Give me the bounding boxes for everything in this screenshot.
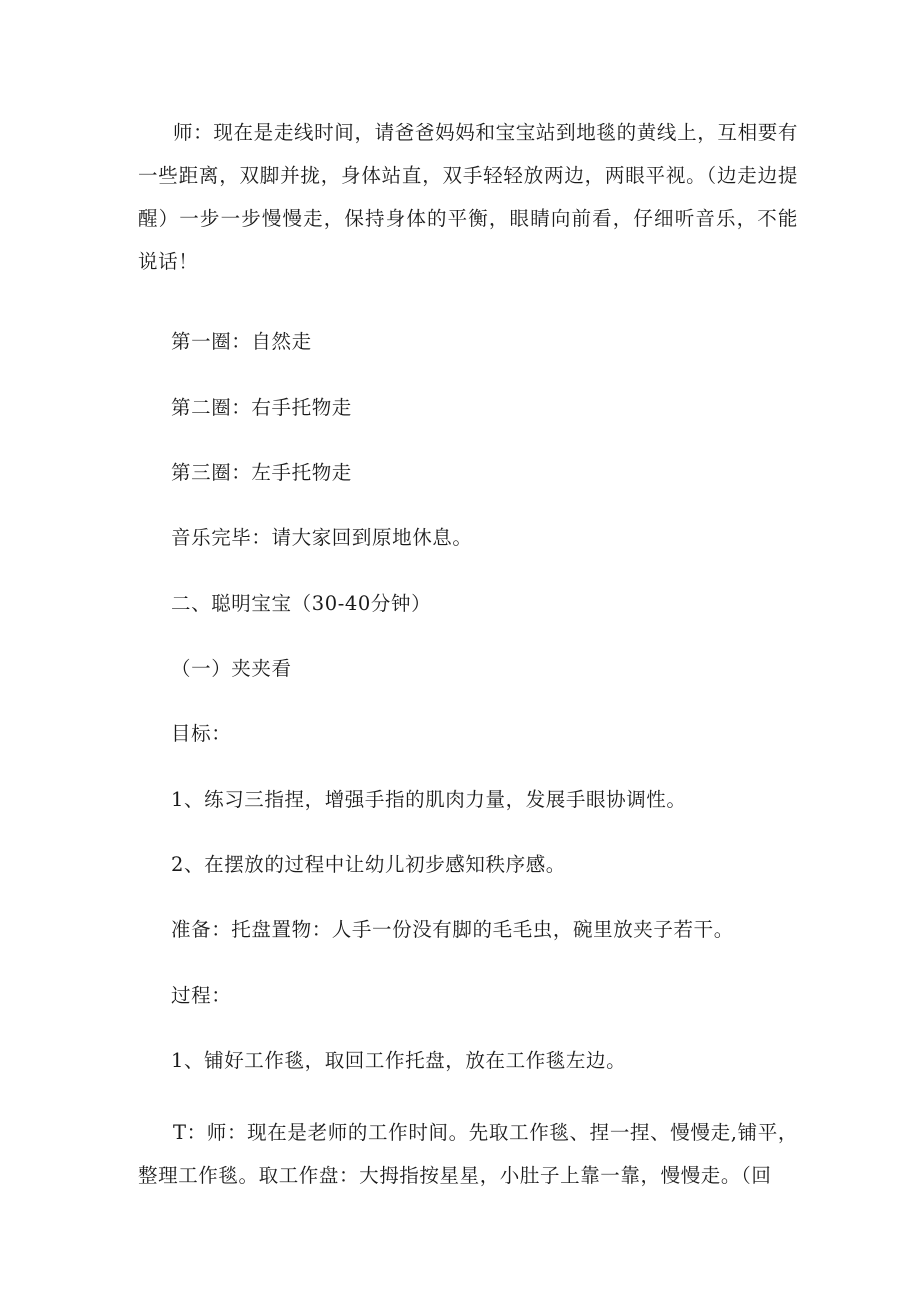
goal-item-2: 2、在摆放的过程中让幼儿初步感知秩序感。 (171, 853, 566, 876)
process-step-1: 1、铺好工作毯，取回工作托盘，放在工作毯左边。 (171, 1049, 627, 1072)
label-process: 过程： (171, 984, 232, 1007)
subsection-heading-clip-and-see: （一）夹夹看 (171, 657, 292, 680)
line-music-finished: 音乐完毕：请大家回到原地休息。 (171, 526, 473, 549)
line-first-lap: 第一圈：自然走 (171, 330, 312, 353)
paragraph-walking-line-instructions: 师：现在是走线时间，请爸爸妈妈和宝宝站到地毯的黄线上，互相要有一些距离，双脚并拢，身体站直，双手轻轻放两边，两眼平视。（边走边提醒）一步一步慢慢走，保持身体的平衡，眼睛向前看，仔细听音乐，不能说话！ (138, 121, 798, 273)
line-second-lap: 第二圈：右手托物走 (171, 396, 352, 419)
label-goals: 目标： (171, 722, 232, 745)
paragraph-teacher-work-time: T：师：现在是老师的工作时间。先取工作毯、捏一捏、慢慢走,铺平，整理工作毯。取工作盘：大拇指按星星，小肚子上靠一靠，慢慢走。（回 (138, 1121, 798, 1187)
line-preparation: 准备：托盘置物：人手一份没有脚的毛毛虫，碗里放夹子若干。 (171, 918, 734, 941)
line-third-lap: 第三圈：左手托物走 (171, 461, 352, 484)
goal-item-1: 1、练习三指捏，增强手指的肌肉力量，发展手眼协调性。 (171, 788, 687, 811)
section-heading-smart-baby: 二、聪明宝宝（30-40分钟） (171, 592, 432, 615)
